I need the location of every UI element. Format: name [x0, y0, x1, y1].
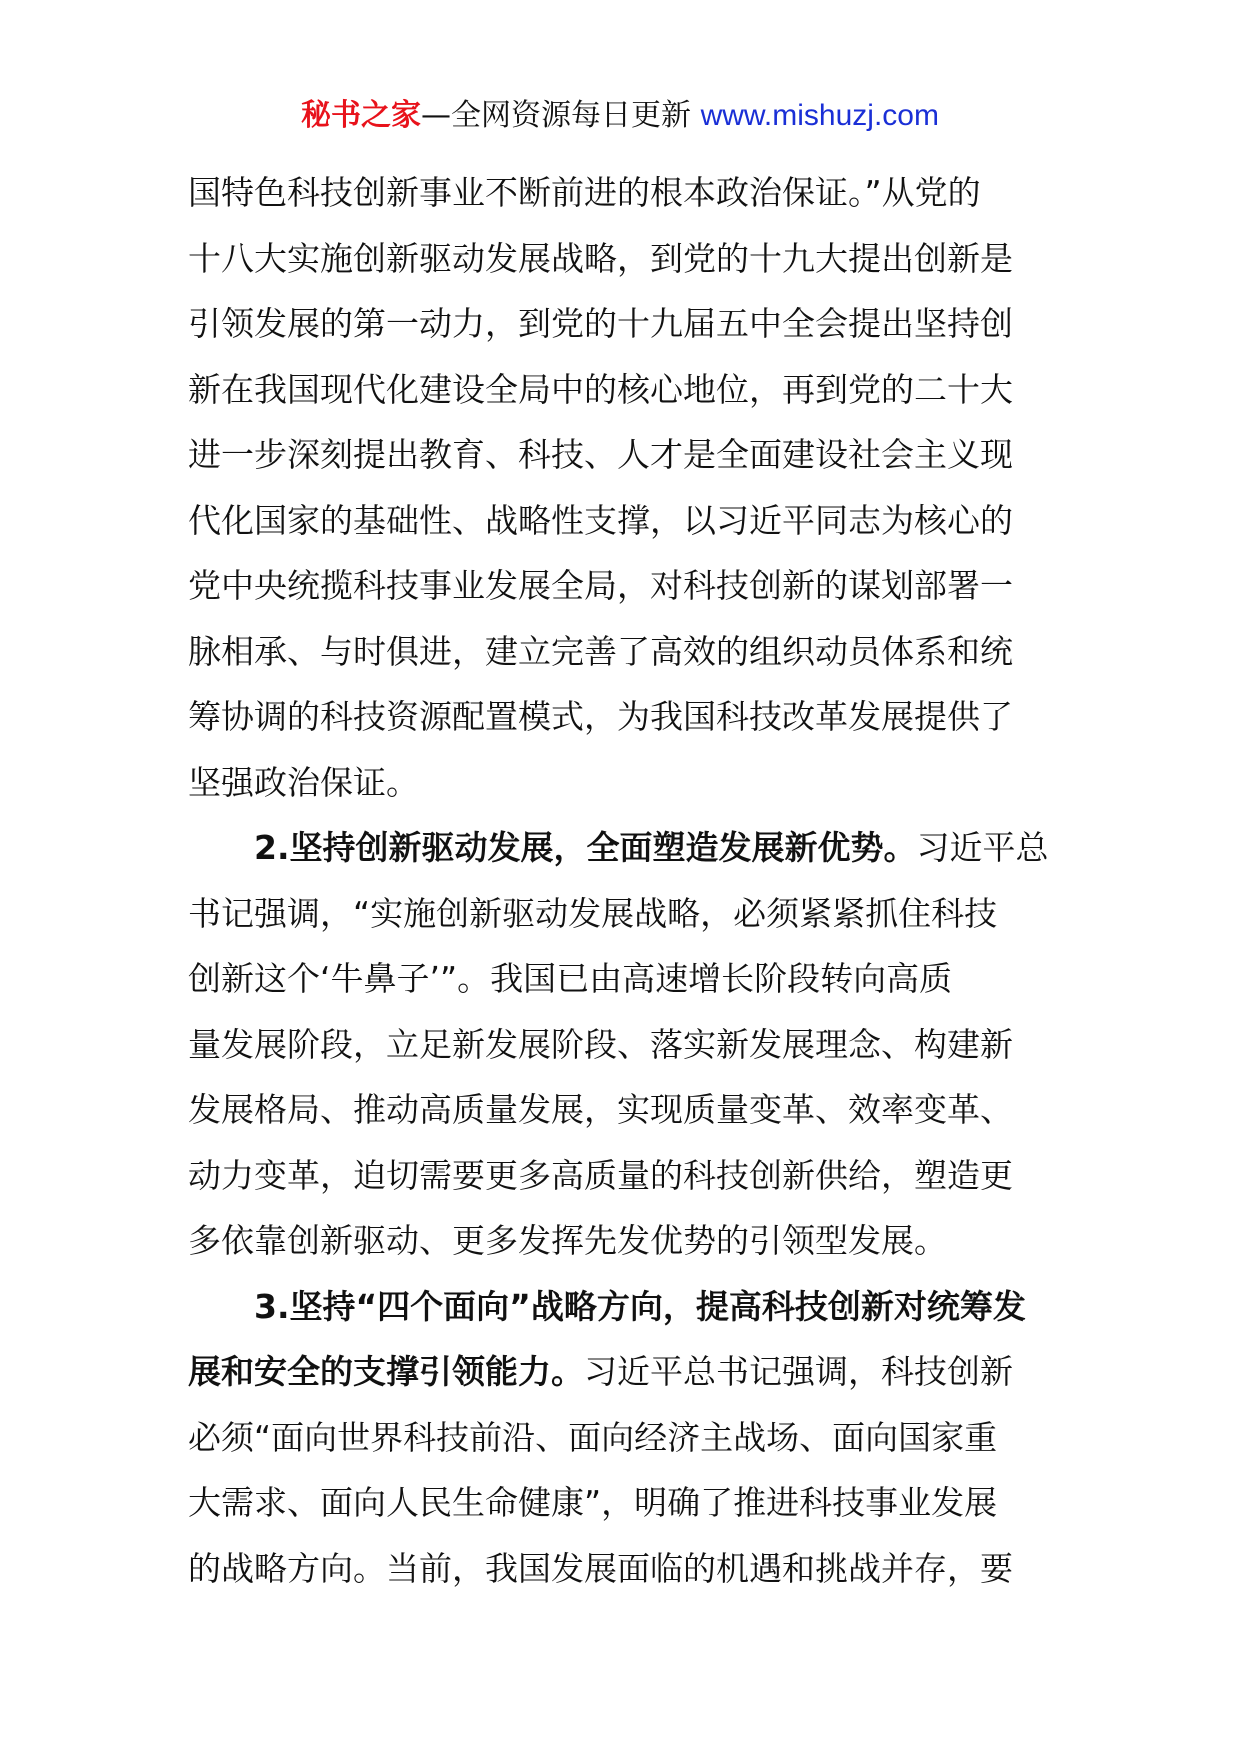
section-heading-2: 2.坚持创新驱动发展，全面塑造发展新优势。	[254, 828, 917, 867]
text-line: 筹协调的科技资源配置模式，为我国科技改革发展提供了	[188, 697, 1013, 736]
text-line: 引领发展的第一动力，到党的十九届五中全会提出坚持创	[188, 304, 1013, 343]
section-heading-3: 3.坚持“四个面向”战略方向，提高科技创新对统筹发	[254, 1286, 1026, 1326]
text-line: 的战略方向。当前，我国发展面临的机遇和挑战并存，要	[188, 1548, 1013, 1588]
text-line: 国特色科技创新事业不断前进的根本政治保证。”从党的	[188, 173, 981, 212]
text-run: 习近平总书记强调，科技创新	[584, 1352, 1013, 1391]
site-header	[0, 96, 1240, 136]
text-line: 代化国家的基础性、战略性支撑，以习近平同志为核心的	[188, 500, 1013, 540]
brand-name: 秘书之家	[301, 98, 422, 133]
text-line: 坚强政治保证。	[188, 762, 419, 802]
text-line: 大需求、面向人民生命健康”，明确了推进科技事业发展	[188, 1483, 998, 1522]
text-run: 习近平总	[916, 828, 1049, 867]
paragraph-3-second-line	[188, 1339, 1058, 1405]
paragraph-3	[188, 1274, 1058, 1602]
text-line: 多依靠创新驱动、更多发挥先发优势的引领型发展。	[188, 1221, 947, 1260]
paragraph-1	[188, 160, 1058, 815]
paragraph-2-first-line	[188, 815, 1058, 881]
text-line: 脉相承、与时俱进，建立完善了高效的组织动员体系和统	[188, 631, 1013, 671]
text-line: 十八大实施创新驱动发展战略，到党的十九大提出创新是	[188, 238, 1013, 278]
text-line: 党中央统揽科技事业发展全局，对科技创新的谋划部署一	[188, 566, 1013, 605]
site-url-link[interactable]: www.mishuzj.com	[700, 99, 939, 132]
paragraph-2	[188, 815, 1058, 1274]
text-line: 新在我国现代化建设全局中的核心地位，再到党的二十大	[188, 369, 1013, 409]
text-line: 量发展阶段，立足新发展阶段、落实新发展理念、构建新	[188, 1024, 1013, 1064]
text-line: 发展格局、推动高质量发展，实现质量变革、效率变革、	[188, 1090, 1013, 1129]
document-body	[188, 160, 1058, 1601]
text-line: 创新这个‘牛鼻子’”。我国已由高速增长阶段转向高质	[188, 959, 953, 998]
text-line: 进一步深刻提出教育、科技、人才是全面建设社会主义现	[188, 435, 1013, 474]
text-line: 书记强调，“实施创新驱动发展战略，必须紧紧抓住科技	[188, 893, 998, 933]
header-tagline: —全网资源每日更新	[421, 98, 701, 133]
text-line: 动力变革，迫切需要更多高质量的科技创新供给，塑造更	[188, 1155, 1013, 1195]
section-heading-3-continued: 展和安全的支撑引领能力。	[188, 1352, 584, 1391]
text-line: 必须“面向世界科技前沿、面向经济主战场、面向国家重	[188, 1417, 998, 1457]
